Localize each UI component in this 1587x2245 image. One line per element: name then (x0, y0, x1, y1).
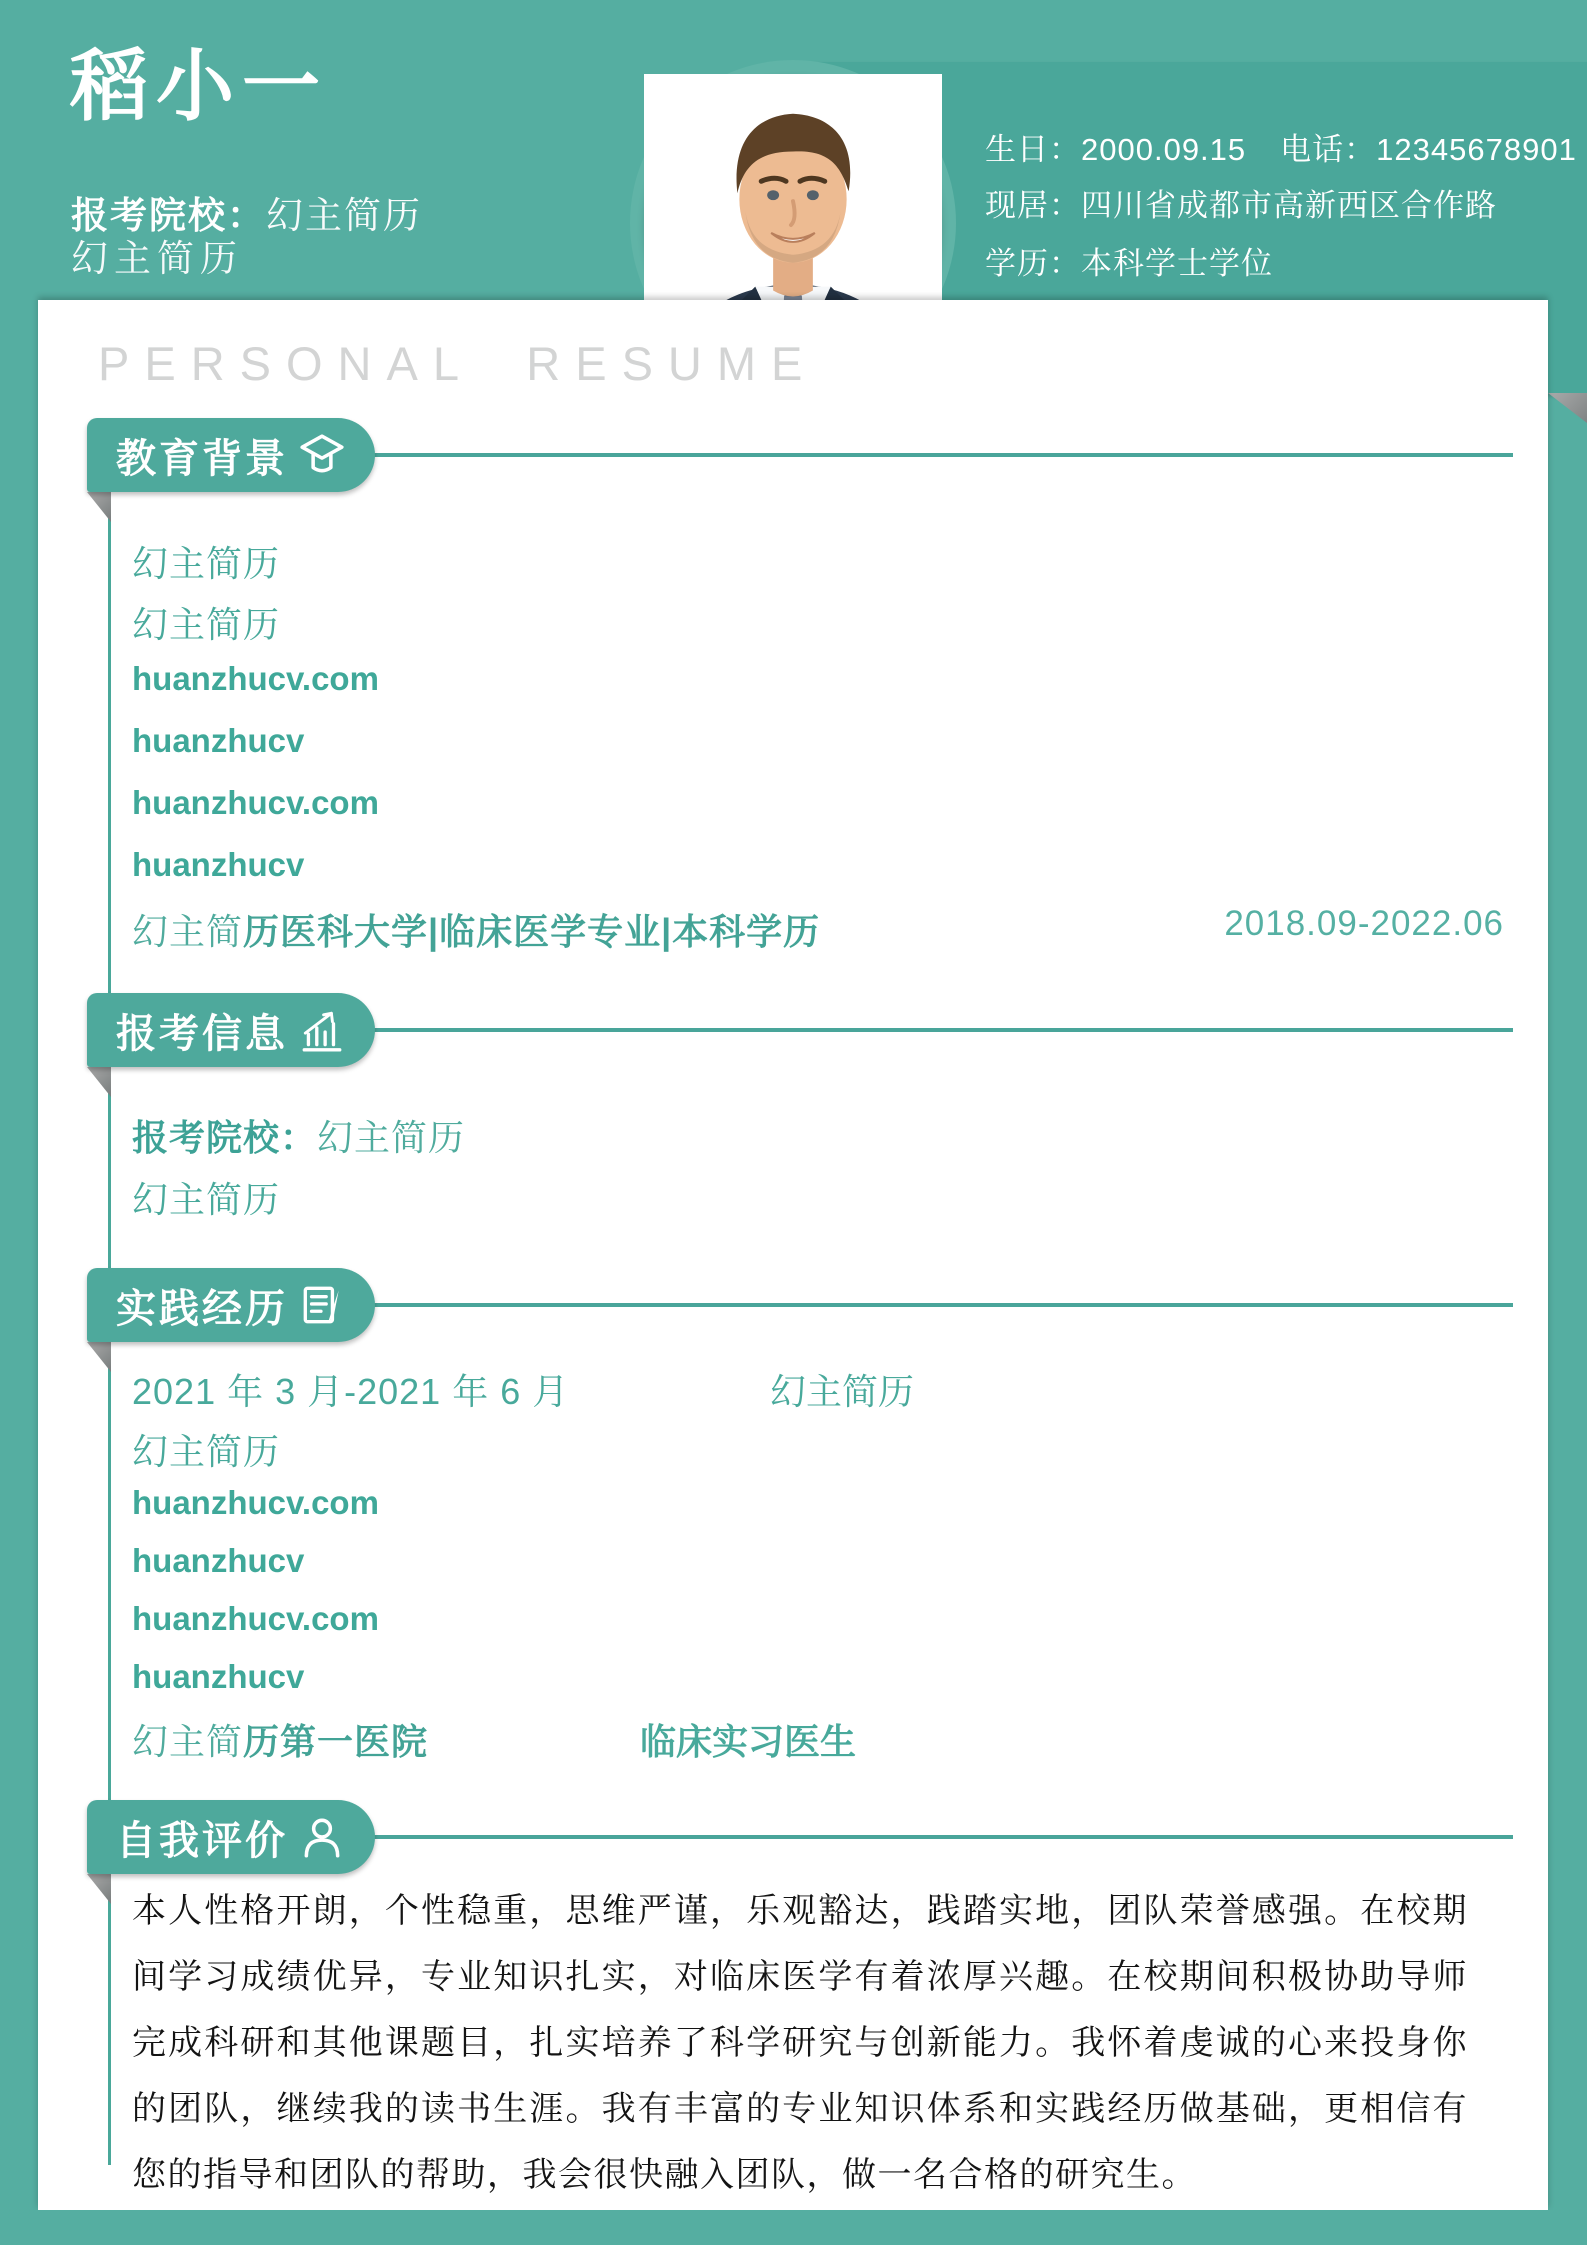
right-fold-shadow (1548, 393, 1587, 423)
practice-ribbon-fold (87, 1342, 111, 1372)
practice-hospital: 幻主简历第一医院 (132, 1721, 429, 1762)
document-pen-icon (298, 1281, 346, 1329)
evaluation-title: 自我评价 (116, 1818, 288, 1863)
watermark-title: PERSONAL RESUME (98, 337, 818, 390)
candidate-name: 稻小一 (70, 42, 329, 130)
education-title: 教育背景 (116, 436, 288, 481)
education-rule (373, 453, 1513, 457)
phone-label: 电话： (1280, 132, 1377, 167)
application-rule (373, 1028, 1513, 1032)
apply-school-value: 幻主简历 (266, 195, 422, 236)
application-ribbon-fold (87, 1067, 111, 1097)
section-header-practice (87, 1268, 375, 1342)
application-line: 幻主简历 (132, 1179, 281, 1220)
section-header-application (87, 993, 375, 1067)
education-line: huanzhucv (132, 722, 305, 759)
address-label: 现居： (985, 188, 1081, 223)
application-school-row: 报考院校：幻主简历 (132, 1117, 466, 1158)
practice-line: huanzhucv.com (132, 1484, 379, 1521)
practice-role: 临床实习医生 (640, 1721, 857, 1762)
evaluation-rule (373, 1835, 1513, 1839)
contact-row-birthday-phone (985, 124, 1577, 169)
contact-row-address (985, 180, 1497, 225)
birthday-value: 2000.09.15 (1081, 132, 1247, 167)
education-school-row (132, 904, 1504, 955)
education-line: 幻主简历 (132, 604, 281, 645)
graduation-cap-icon (298, 431, 346, 479)
clipped-header-line: 幻主简历 (71, 238, 243, 279)
education-line: 幻主简历 (132, 543, 281, 584)
school-name: 幻主简历医科大学|临床医学专业|本科学历 (132, 911, 821, 952)
practice-rule (373, 1303, 1513, 1307)
address-value: 四川省成都市高新西区合作路 (1081, 188, 1497, 223)
self-evaluation-paragraph: 本人性格开朗，个性稳重，思维严谨，乐观豁达，践踏实地，团队荣誉感强。在校期间学习成绩优异，专业知识扎实，对临床医学有着浓厚兴趣。在校期间积极协助导师完成科研和其他课题目，扎实培养了科学研究与创新能力。我怀着虔诚的心来投身你的团队，继续我的读书生涯。我有丰富的专业知识体系和实践经历做基础，更相信有您的指导和团队的帮助，我会很快融入团队，做一名合格的研究生。 (132, 1892, 1468, 2194)
practice-title: 实践经历 (116, 1286, 288, 1331)
practice-line: huanzhucv (132, 1542, 305, 1579)
contact-row-degree (985, 238, 1273, 283)
bottom-border (0, 2210, 1587, 2245)
apply-school-label: 报考院校： (71, 195, 266, 236)
person-icon (298, 1813, 346, 1861)
education-line: huanzhucv.com (132, 784, 379, 821)
education-line: huanzhucv.com (132, 660, 379, 697)
practice-org: 幻主简历 (770, 1371, 915, 1412)
education-line: huanzhucv (132, 846, 305, 883)
practice-period: 2021 年 3 月-2021 年 6 月 (132, 1371, 570, 1412)
application-title: 报考信息 (116, 1011, 288, 1056)
education-ribbon-fold (87, 492, 111, 522)
evaluation-ribbon-fold (87, 1874, 111, 1904)
section-header-education (87, 418, 375, 492)
education-date: 2018.09-2022.06 (1224, 904, 1504, 943)
resume-card (38, 300, 1548, 2210)
bar-chart-icon (298, 1006, 346, 1054)
degree-label: 学历： (985, 246, 1081, 281)
degree-value: 本科学士学位 (1081, 246, 1273, 281)
practice-line: huanzhucv (132, 1658, 305, 1695)
practice-line: 幻主简历 (132, 1431, 281, 1472)
section-header-evaluation (87, 1800, 375, 1874)
practice-line: huanzhucv.com (132, 1600, 379, 1637)
phone-value: 12345678901 (1376, 132, 1577, 167)
birthday-label: 生日： (985, 132, 1081, 167)
